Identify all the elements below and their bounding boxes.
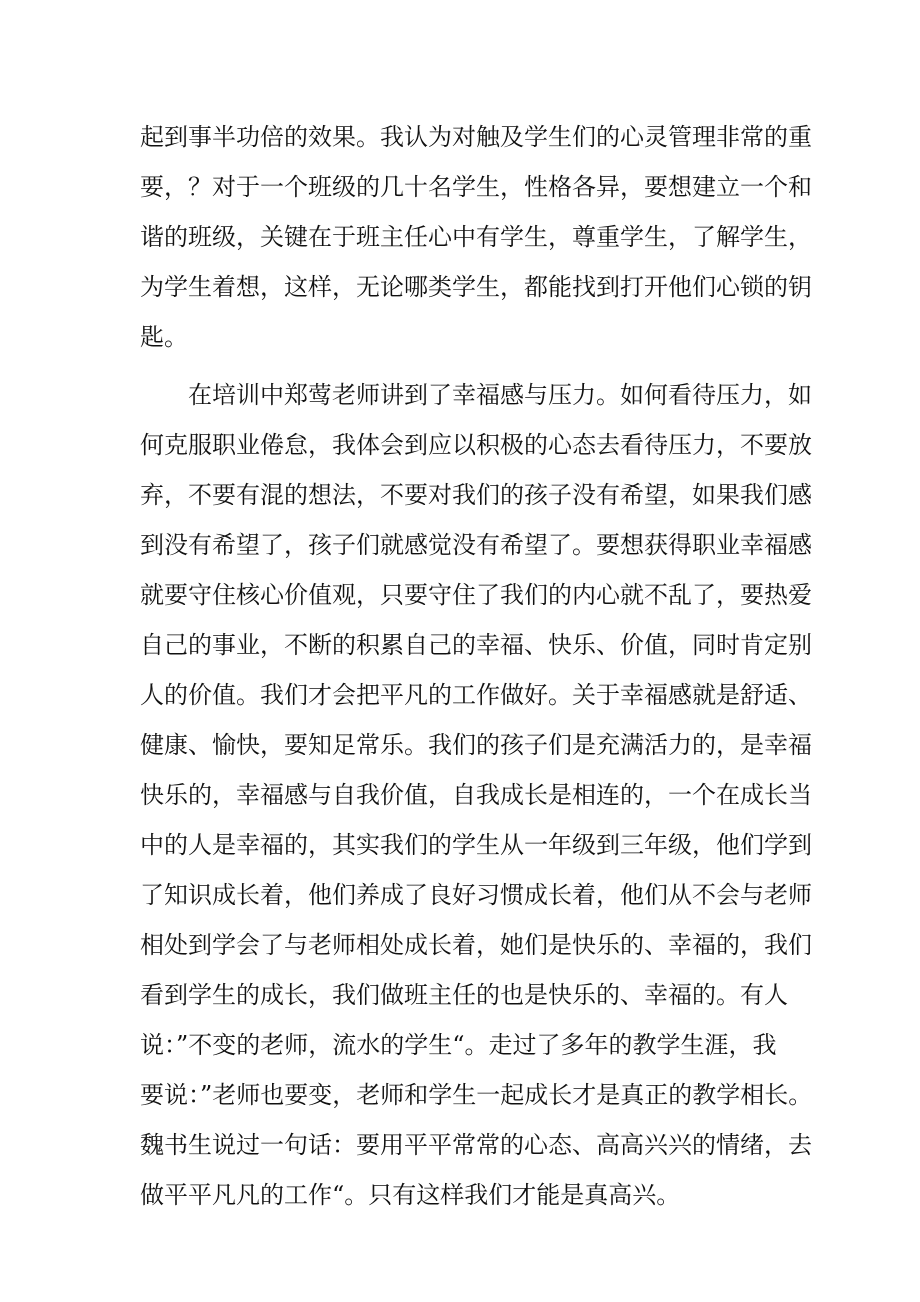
paragraph-2 [140, 370, 813, 1220]
paragraph-1 [140, 112, 812, 362]
paragraph-line: 自己的事业，不断的积累自己的幸福、快乐、价值，同时肯定别 [140, 631, 812, 659]
paragraph-line: 为学生着想，这样，无论哪类学生，都能找到打开他们心锁的钥 [140, 273, 812, 301]
paragraph-line: 人的价值。我们才会把平凡的工作做好。关于幸福感就是舒适、 [140, 681, 812, 709]
paragraph-line: 匙。 [140, 323, 188, 351]
paragraph-line: 要，？对于一个班级的几十名学生，性格各异，要想建立一个和 [140, 173, 812, 201]
paragraph-line: 看到学生的成长，我们做班主任的也是快乐的、幸福的。有人 [140, 981, 788, 1009]
paragraph-line: 在培训中郑莺老师讲到了幸福感与压力。如何看待压力，如 [188, 381, 812, 409]
paragraph-line: 说：”不变的老师，流水的学生“。走过了多年的教学生涯，我 [140, 1031, 777, 1059]
paragraph-line: 相处到学会了与老师相处成长着，她们是快乐的、幸福的，我们 [140, 931, 812, 959]
paragraph-line: 了知识成长着，他们养成了良好习惯成长着，他们从不会与老师 [140, 881, 812, 909]
paragraph-line: 谐的班级，关键在于班主任心中有学生，尊重学生，了解学生， [140, 223, 812, 251]
paragraph-line: 中的人是幸福的，其实我们的学生从一年级到三年级，他们学到 [140, 831, 812, 859]
paragraph-line: 到没有希望了，孩子们就感觉没有希望了。要想获得职业幸福感 [140, 531, 812, 559]
paragraph-line: 就要守住核心价值观，只要守住了我们的内心就不乱了，要热爱 [140, 581, 812, 609]
paragraph-line: 起到事半功倍的效果。我认为对触及学生们的心灵管理非常的重 [140, 123, 812, 151]
paragraph-line: 弃，不要有混的想法，不要对我们的孩子没有希望，如果我们感 [140, 481, 812, 509]
paragraph-line: 做平平凡凡的工作“。只有这样我们才能是真高兴。 [140, 1181, 681, 1209]
paragraph-line: 何克服职业倦怠，我体会到应以积极的心态去看待压力，不要放 [140, 431, 812, 459]
paragraph-line: 要说：”老师也要变，老师和学生一起成长才是真正的教学相长。 [140, 1081, 813, 1109]
paragraph-line: 魏书生说过一句话：要用平平常常的心态、高高兴兴的情绪，去 [140, 1131, 812, 1159]
paragraph-line: 快乐的，幸福感与自我价值，自我成长是相连的，一个在成长当 [140, 781, 812, 809]
paragraph-line: 健康、愉快，要知足常乐。我们的孩子们是充满活力的，是幸福 [140, 731, 812, 759]
